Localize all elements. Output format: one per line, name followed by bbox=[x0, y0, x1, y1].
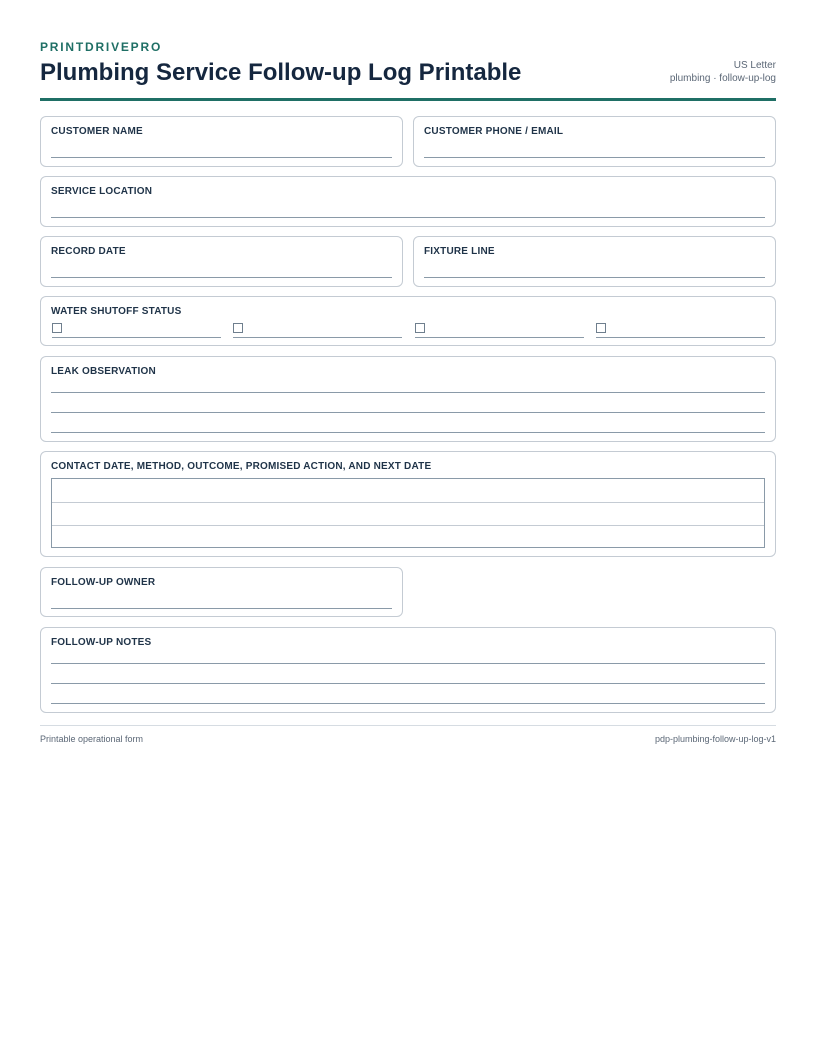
service-location-field bbox=[40, 176, 776, 227]
document-tags: plumbing · follow-up-log bbox=[669, 73, 776, 84]
customer-contact-field bbox=[413, 116, 776, 167]
page-footer bbox=[40, 725, 776, 746]
record-date-label: RECORD DATE bbox=[51, 246, 126, 257]
footer-form-type: Printable operational form bbox=[40, 734, 144, 744]
leak-observation-label: LEAK OBSERVATION bbox=[51, 366, 156, 377]
customer-name-line[interactable] bbox=[51, 157, 392, 158]
follow-up-notes-line-2[interactable] bbox=[51, 683, 765, 684]
follow-up-notes-field bbox=[40, 627, 776, 713]
leak-observation-field bbox=[40, 356, 776, 442]
customer-contact-line[interactable] bbox=[424, 157, 765, 158]
customer-name-field bbox=[40, 116, 403, 167]
customer-contact-label: CUSTOMER PHONE / EMAIL bbox=[424, 126, 564, 137]
water-shutoff-status-label: WATER SHUTOFF STATUS bbox=[51, 306, 182, 317]
fixture-line-label: FIXTURE LINE bbox=[424, 246, 495, 257]
shutoff-option-4-line[interactable] bbox=[596, 337, 765, 338]
shutoff-option-4-checkbox[interactable] bbox=[596, 323, 606, 333]
record-date-field bbox=[40, 236, 403, 287]
form-page bbox=[40, 40, 776, 101]
document-meta bbox=[670, 59, 776, 85]
shutoff-option-3-line[interactable] bbox=[415, 337, 584, 338]
contact-log-label: CONTACT DATE, METHOD, OUTCOME, PROMISED ACTION, AND NEXT DATE bbox=[51, 461, 432, 472]
contact-log-row-2[interactable] bbox=[52, 502, 764, 503]
brand-name: PRINTDRIVEPRO bbox=[40, 40, 163, 54]
shutoff-option-1-checkbox[interactable] bbox=[52, 323, 62, 333]
page-title: Plumbing Service Follow-up Log Printable bbox=[40, 59, 522, 86]
shutoff-option-2-checkbox[interactable] bbox=[233, 323, 243, 333]
contact-log-table bbox=[51, 478, 765, 548]
footer-form-id: pdp-plumbing-follow-up-log-v1 bbox=[654, 734, 776, 744]
record-date-line[interactable] bbox=[51, 277, 392, 278]
water-shutoff-status-field bbox=[40, 296, 776, 346]
fixture-line-field bbox=[413, 236, 776, 287]
follow-up-notes-label: FOLLOW-UP NOTES bbox=[51, 637, 152, 648]
follow-up-owner-line[interactable] bbox=[51, 608, 392, 609]
follow-up-notes-line-3[interactable] bbox=[51, 703, 765, 704]
contact-log-field bbox=[40, 451, 776, 557]
customer-name-label: CUSTOMER NAME bbox=[51, 126, 143, 137]
contact-log-row-3[interactable] bbox=[52, 525, 764, 526]
fixture-line-line[interactable] bbox=[424, 277, 765, 278]
leak-observation-line-2[interactable] bbox=[51, 412, 765, 413]
follow-up-owner-label: FOLLOW-UP OWNER bbox=[51, 577, 156, 588]
service-location-label: SERVICE LOCATION bbox=[51, 186, 153, 197]
shutoff-option-1-line[interactable] bbox=[52, 337, 221, 338]
form-header bbox=[40, 40, 776, 101]
leak-observation-line-1[interactable] bbox=[51, 392, 765, 393]
follow-up-notes-line-1[interactable] bbox=[51, 663, 765, 664]
leak-observation-line-3[interactable] bbox=[51, 432, 765, 433]
paper-size: US Letter bbox=[733, 60, 776, 71]
follow-up-owner-field bbox=[40, 567, 403, 617]
shutoff-option-2-line[interactable] bbox=[233, 337, 402, 338]
shutoff-option-3-checkbox[interactable] bbox=[415, 323, 425, 333]
service-location-line[interactable] bbox=[51, 217, 765, 218]
